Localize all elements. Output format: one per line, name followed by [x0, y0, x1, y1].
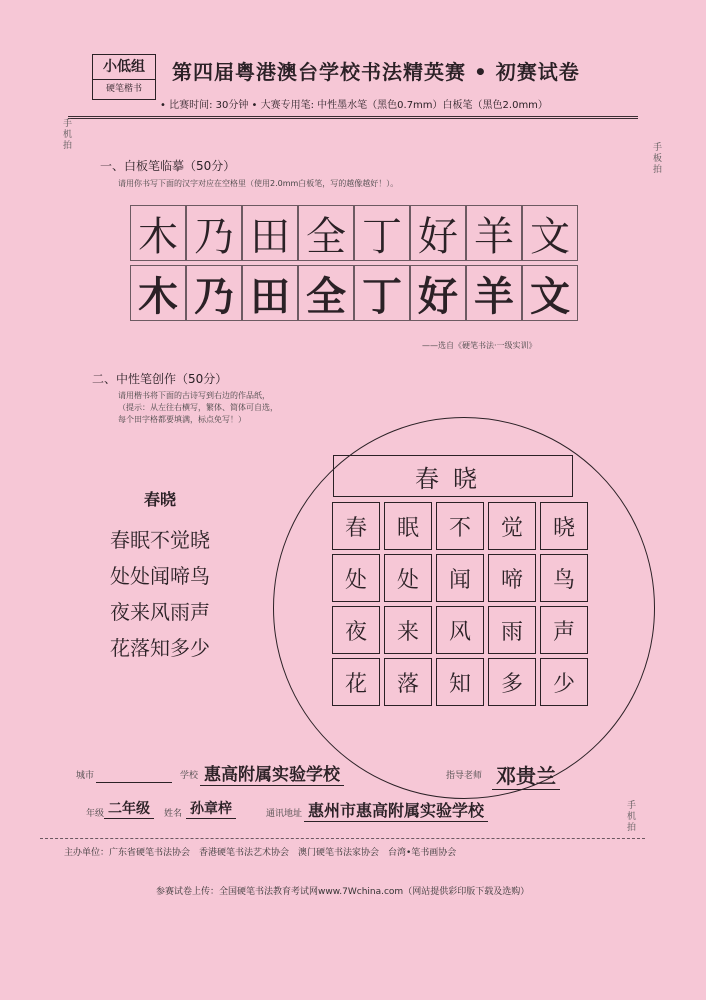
- school-field[interactable]: 惠高附属实验学校: [200, 760, 344, 786]
- instruction-line: 每个田字格都要填满，标点免写！）: [118, 415, 246, 424]
- artwork-char-cell: 眠: [384, 502, 432, 550]
- char-cell: 文: [522, 265, 578, 321]
- artwork-char-cell: 晓: [540, 502, 588, 550]
- char-cell: 乃: [186, 205, 242, 261]
- artwork-char-cell: 春: [332, 502, 380, 550]
- upload-line: 参赛试卷上传：全国硬笔书法教育考试网www.7Wchina.com（网站提供彩印版下载及选购）: [156, 887, 530, 897]
- char-cell: 乃: [186, 265, 242, 321]
- artwork-row: [330, 604, 590, 656]
- right-margin-note: 手板拍: [651, 142, 661, 175]
- source-citation: ——选自《硬笔书法·一级实训》: [422, 341, 537, 350]
- school-label: 学校: [180, 771, 199, 781]
- artwork-row: [330, 552, 590, 604]
- header-divider: [68, 116, 638, 119]
- artwork-row: [330, 656, 590, 708]
- artwork-char-cell: 来: [384, 606, 432, 654]
- artwork-char-cell: 不: [436, 502, 484, 550]
- char-cell: 好: [410, 205, 466, 261]
- artwork-row: [330, 500, 590, 552]
- group-label: 小低组: [93, 55, 155, 80]
- artwork-char-cell: 声: [540, 606, 588, 654]
- artwork-char-cell: 闻: [436, 554, 484, 602]
- section1-instruction: 请用你书写下面的汉字对应在空格里（使用2.0mm白板笔，写的越像越好！）。: [118, 179, 399, 188]
- group-label-box: [92, 54, 156, 100]
- char-cell: 全: [298, 205, 354, 261]
- poem-line: 夜来风雨声: [110, 600, 210, 624]
- artwork-grid: [330, 500, 590, 708]
- artwork-char-cell: 处: [384, 554, 432, 602]
- address-field[interactable]: 惠州市惠高附属实验学校: [304, 798, 488, 822]
- artwork-char-cell: 少: [540, 658, 588, 706]
- section1-heading: 一、白板笔临摹（50分）: [100, 159, 236, 173]
- left-margin-note: 手机拍: [61, 118, 71, 151]
- artwork-char-cell: 啼: [488, 554, 536, 602]
- artwork-char-cell: 多: [488, 658, 536, 706]
- name-label: 姓名: [164, 809, 183, 819]
- name-field[interactable]: 孙章梓: [186, 798, 236, 819]
- instruction-line: 请用楷书将下面的古诗写到右边的作品纸，: [118, 391, 270, 400]
- char-cell: 全: [298, 265, 354, 321]
- section2-heading: 二、中性笔创作（50分）: [92, 372, 228, 386]
- address-label: 通讯地址: [266, 809, 303, 819]
- teacher-label: 指导老师: [446, 771, 483, 781]
- artwork-char-cell: 知: [436, 658, 484, 706]
- reference-poem: [110, 482, 210, 666]
- city-label: 城市: [76, 771, 95, 781]
- artwork-char-cell: 花: [332, 658, 380, 706]
- char-cell: 田: [242, 265, 298, 321]
- artwork-char-cell: 夜: [332, 606, 380, 654]
- grade-field[interactable]: 二年级: [104, 798, 154, 819]
- model-char-row: [130, 205, 578, 261]
- instruction-line: （提示：从左往右横写，繁体、简体可自选，: [118, 403, 278, 412]
- char-cell: 羊: [466, 265, 522, 321]
- footer-divider: [40, 838, 645, 839]
- artwork-char-cell: 落: [384, 658, 432, 706]
- exam-title: 第四届粤港澳台学校书法精英赛 • 初赛试卷: [172, 60, 580, 84]
- group-subtitle: 硬笔楷书: [105, 84, 142, 94]
- artwork-char-cell: 处: [332, 554, 380, 602]
- teacher-field[interactable]: 邓贵兰: [492, 760, 560, 790]
- copy-char-row: [130, 265, 578, 321]
- organizers-line: 主办单位：广东省硬笔书法协会 香港硬笔书法艺术协会 澳门硬笔书法家协会 台湾•笔书画协会: [64, 848, 457, 858]
- poem-line: 春眠不觉晓: [110, 528, 210, 552]
- char-cell: 丁: [354, 265, 410, 321]
- reference-poem-title: 春晓: [143, 490, 176, 509]
- artwork-char-cell: 鸟: [540, 554, 588, 602]
- artwork-char-cell: 觉: [488, 502, 536, 550]
- artwork-title: 春晓: [333, 455, 573, 497]
- char-cell: 文: [522, 205, 578, 261]
- char-cell: 丁: [354, 205, 410, 261]
- char-cell: 羊: [466, 205, 522, 261]
- char-cell: 木: [130, 265, 186, 321]
- exam-info-line: • 比赛时间: 30分钟 • 大赛专用笔: 中性墨水笔（黑色0.7mm）白板笔（黑色2.0mm）: [160, 100, 548, 111]
- artwork-char-cell: 风: [436, 606, 484, 654]
- right-bottom-margin-note: 手机拍: [625, 800, 635, 833]
- poem-line: 花落知多少: [110, 636, 210, 660]
- section2-instruction: [118, 390, 278, 426]
- grade-label: 年级: [86, 809, 105, 819]
- char-cell: 田: [242, 205, 298, 261]
- char-cell: 木: [130, 205, 186, 261]
- city-field[interactable]: [96, 766, 172, 783]
- poem-line: 处处闻啼鸟: [110, 564, 210, 588]
- char-cell: 好: [410, 265, 466, 321]
- artwork-char-cell: 雨: [488, 606, 536, 654]
